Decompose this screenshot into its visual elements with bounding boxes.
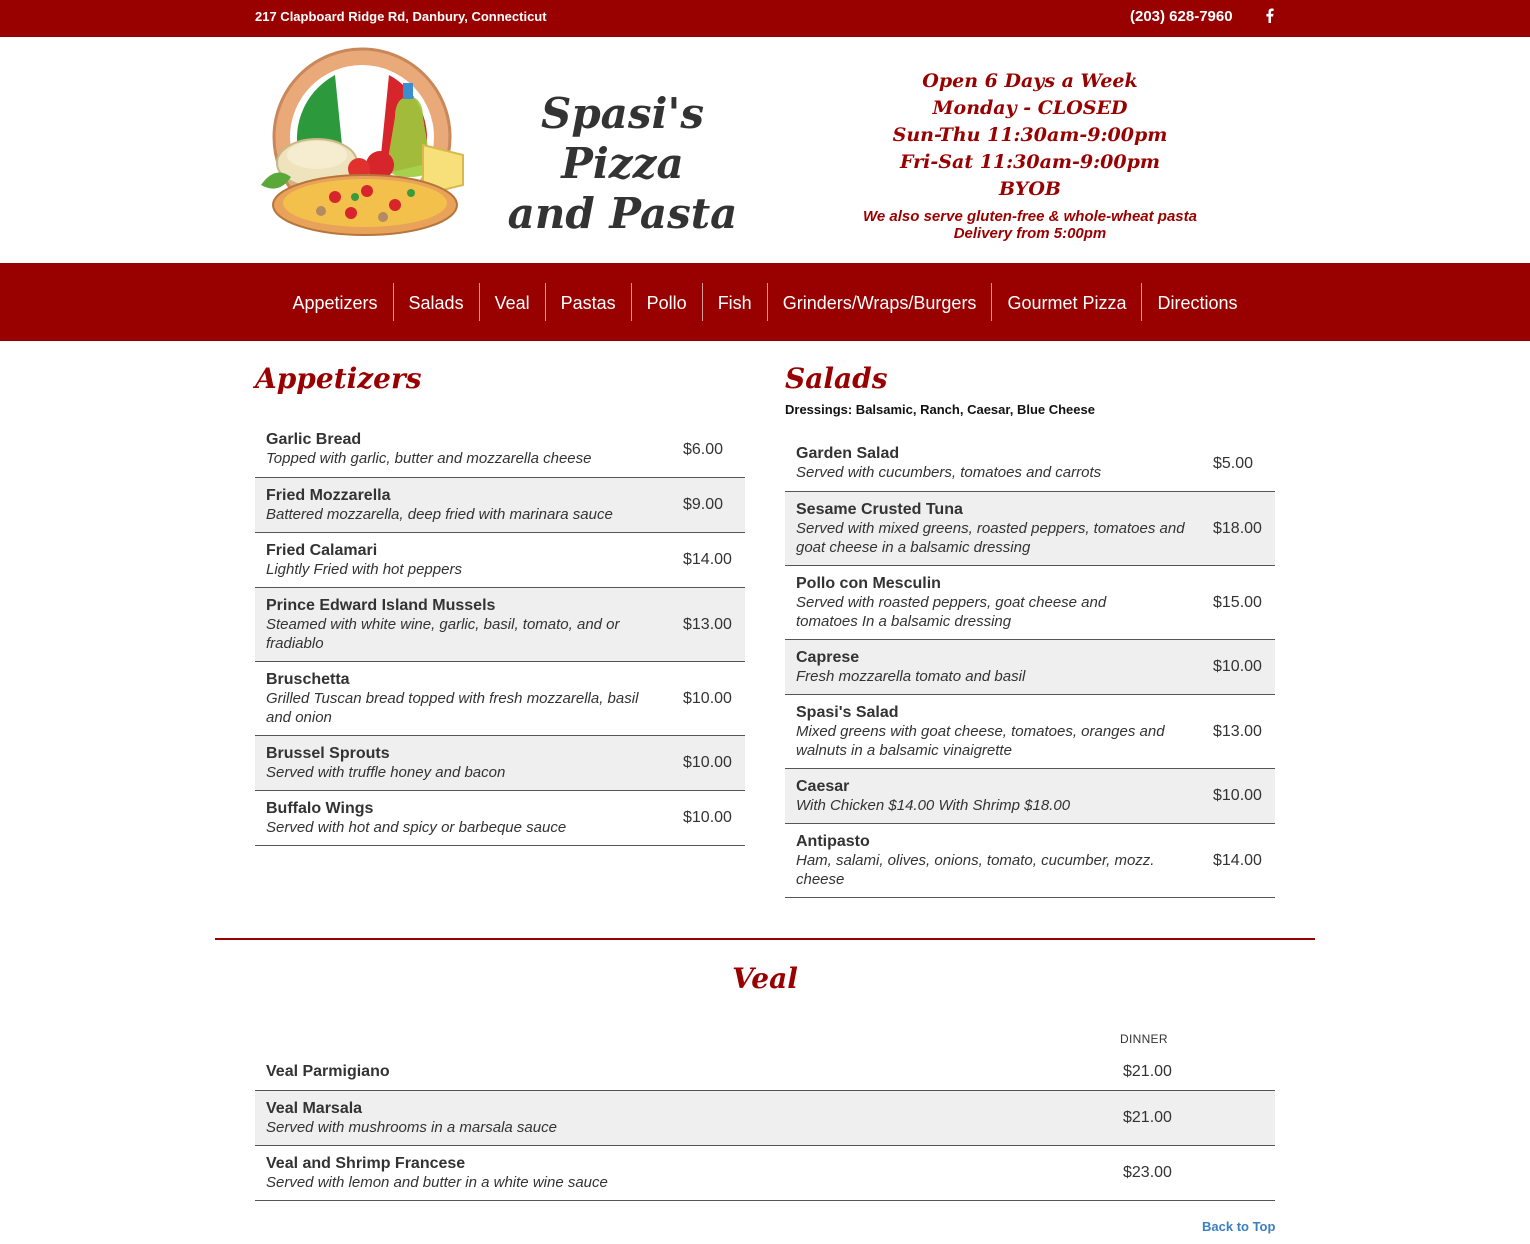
item-desc: With Chicken $14.00 With Shrimp $18.00 bbox=[796, 796, 1071, 814]
site-header bbox=[0, 37, 1530, 263]
nav-pollo[interactable]: Pollo bbox=[631, 283, 702, 321]
item-name: Pollo con Mesculin bbox=[796, 574, 941, 592]
item-price: $21.00 bbox=[1123, 1063, 1172, 1080]
item-name: Fried Mozzarella bbox=[266, 486, 391, 504]
item-desc: Topped with garlic, butter and mozzarella cheese bbox=[266, 450, 592, 467]
item-desc: Served with mixed greens, roasted peppers, tomatoes and goat cheese in a balsamic dressing bbox=[796, 519, 1185, 556]
restaurant-logo[interactable] bbox=[255, 45, 470, 240]
nav-fish[interactable]: Fish bbox=[702, 283, 767, 321]
table-row bbox=[255, 736, 745, 791]
item-desc: Steamed with white wine, garlic, basil, tomato, and or fradiablo bbox=[266, 615, 620, 652]
main-nav bbox=[0, 263, 1530, 341]
item-desc: Lightly Fried with hot peppers bbox=[266, 560, 462, 578]
item-desc: Fresh mozzarella tomato and basil bbox=[796, 667, 1026, 685]
table-row bbox=[255, 588, 745, 662]
hours-line: BYOB bbox=[999, 178, 1061, 200]
table-row bbox=[785, 769, 1275, 824]
item-price: $10.00 bbox=[1213, 787, 1262, 804]
title-line-1: Spasi's Pizza bbox=[540, 89, 705, 188]
item-price: $21.00 bbox=[1123, 1109, 1172, 1126]
item-desc: Served with hot and spicy or barbeque sauce bbox=[266, 818, 567, 836]
item-desc: Served with lemon and butter in a white wine sauce bbox=[266, 1173, 608, 1191]
item-price: $13.00 bbox=[1213, 722, 1262, 740]
item-name: Veal Parmigiano bbox=[266, 1063, 390, 1080]
hours-line: Monday - CLOSED bbox=[932, 97, 1128, 119]
salads-heading: Salads bbox=[785, 362, 888, 395]
salads-table bbox=[785, 436, 1275, 898]
table-row bbox=[785, 824, 1275, 898]
item-name: Spasi's Salad bbox=[796, 703, 899, 721]
appetizers-heading: Appetizers bbox=[255, 362, 422, 395]
item-price: $10.00 bbox=[683, 754, 732, 771]
item-name: Garden Salad bbox=[796, 445, 900, 462]
item-price: $14.00 bbox=[683, 551, 732, 568]
table-row bbox=[255, 791, 745, 846]
item-name: Fried Calamari bbox=[266, 541, 378, 559]
item-desc: Served with roasted peppers, goat cheese and tomatoes In a balsamic dressing bbox=[796, 593, 1107, 630]
hours-line: Fri-Sat 11:30am-9:00pm bbox=[900, 151, 1160, 173]
address-text: 217 Clapboard Ridge Rd, Danbury, Connecticut bbox=[255, 9, 547, 24]
top-bar bbox=[0, 0, 1530, 37]
table-row bbox=[785, 436, 1275, 492]
item-price: $6.00 bbox=[683, 440, 724, 458]
item-price: $15.00 bbox=[1213, 593, 1262, 611]
table-row bbox=[255, 1091, 1275, 1146]
hours-line: Sun-Thu 11:30am-9:00pm bbox=[892, 124, 1168, 146]
facebook-icon[interactable] bbox=[1262, 8, 1276, 27]
item-desc: Served with cucumbers, tomatoes and carrots bbox=[796, 464, 1102, 481]
item-desc: Served with mushrooms in a marsala sauce bbox=[266, 1118, 557, 1136]
phone-link[interactable]: (203) 628-7960 bbox=[1130, 8, 1233, 25]
item-name: Veal Marsala bbox=[266, 1099, 363, 1117]
item-name: Caesar bbox=[796, 777, 850, 795]
item-name: Veal and Shrimp Francese bbox=[266, 1154, 466, 1172]
back-to-top-link[interactable]: Back to Top bbox=[1202, 1219, 1276, 1234]
dressings-note: Dressings: Balsamic, Ranch, Caesar, Blue Cheese bbox=[785, 402, 1095, 417]
item-price: $23.00 bbox=[1123, 1164, 1172, 1181]
veal-heading: Veal bbox=[732, 962, 798, 995]
item-name: Garlic Bread bbox=[266, 431, 362, 448]
table-row bbox=[255, 533, 745, 588]
gluten-free-note: We also serve gluten-free & whole-wheat pasta bbox=[863, 208, 1197, 225]
nav-pastas[interactable]: Pastas bbox=[545, 283, 631, 321]
table-row bbox=[255, 1146, 1275, 1201]
restaurant-name bbox=[480, 89, 765, 239]
hours-block bbox=[820, 68, 1240, 242]
item-price: $18.00 bbox=[1213, 519, 1262, 537]
item-price: $13.00 bbox=[683, 615, 732, 633]
table-row bbox=[255, 478, 745, 533]
item-price: $10.00 bbox=[683, 809, 732, 826]
item-name: Brussel Sprouts bbox=[266, 744, 390, 762]
table-row bbox=[255, 422, 745, 478]
item-name: Prince Edward Island Mussels bbox=[266, 596, 496, 614]
title-line-2: and Pasta bbox=[507, 189, 738, 238]
nav-salads[interactable]: Salads bbox=[393, 283, 479, 321]
item-name: Buffalo Wings bbox=[266, 799, 374, 817]
item-price: $14.00 bbox=[1213, 851, 1262, 869]
item-name: Bruschetta bbox=[266, 670, 350, 688]
item-price: $9.00 bbox=[683, 496, 724, 513]
table-row bbox=[785, 640, 1275, 695]
item-name: Caprese bbox=[796, 648, 860, 666]
nav-appetizers[interactable]: Appetizers bbox=[292, 293, 378, 313]
item-price: $10.00 bbox=[1213, 658, 1262, 675]
appetizers-table bbox=[255, 422, 745, 846]
table-row bbox=[785, 492, 1275, 566]
item-price: $5.00 bbox=[1213, 454, 1254, 472]
item-desc: Grilled Tuscan bread topped with fresh mozzarella, basil and onion bbox=[266, 689, 639, 726]
item-desc: Mixed greens with goat cheese, tomatoes, oranges and walnuts in a balsamic vinaigrette bbox=[796, 722, 1165, 759]
item-price: $10.00 bbox=[683, 689, 732, 707]
table-row bbox=[785, 695, 1275, 769]
table-row bbox=[785, 566, 1275, 640]
item-desc: Battered mozzarella, deep fried with marinara sauce bbox=[266, 505, 613, 523]
item-desc: Ham, salami, olives, onions, tomato, cucumber, mozz. cheese bbox=[796, 851, 1155, 888]
section-divider bbox=[215, 938, 1315, 940]
item-name: Sesame Crusted Tuna bbox=[796, 500, 963, 518]
nav-veal[interactable]: Veal bbox=[479, 283, 545, 321]
nav-directions[interactable]: Directions bbox=[1141, 283, 1252, 321]
nav-gourmet-pizza[interactable]: Gourmet Pizza bbox=[991, 283, 1141, 321]
table-row bbox=[255, 662, 745, 736]
nav-grinders[interactable]: Grinders/Wraps/Burgers bbox=[767, 283, 992, 321]
item-name: Antipasto bbox=[796, 832, 870, 850]
item-desc: Served with truffle honey and bacon bbox=[266, 763, 506, 781]
dinner-column-header: DINNER bbox=[1120, 1032, 1168, 1046]
table-row bbox=[255, 1054, 1275, 1091]
veal-table bbox=[255, 1054, 1275, 1201]
delivery-note: Delivery from 5:00pm bbox=[953, 225, 1107, 242]
hours-line: Open 6 Days a Week bbox=[922, 70, 1138, 92]
